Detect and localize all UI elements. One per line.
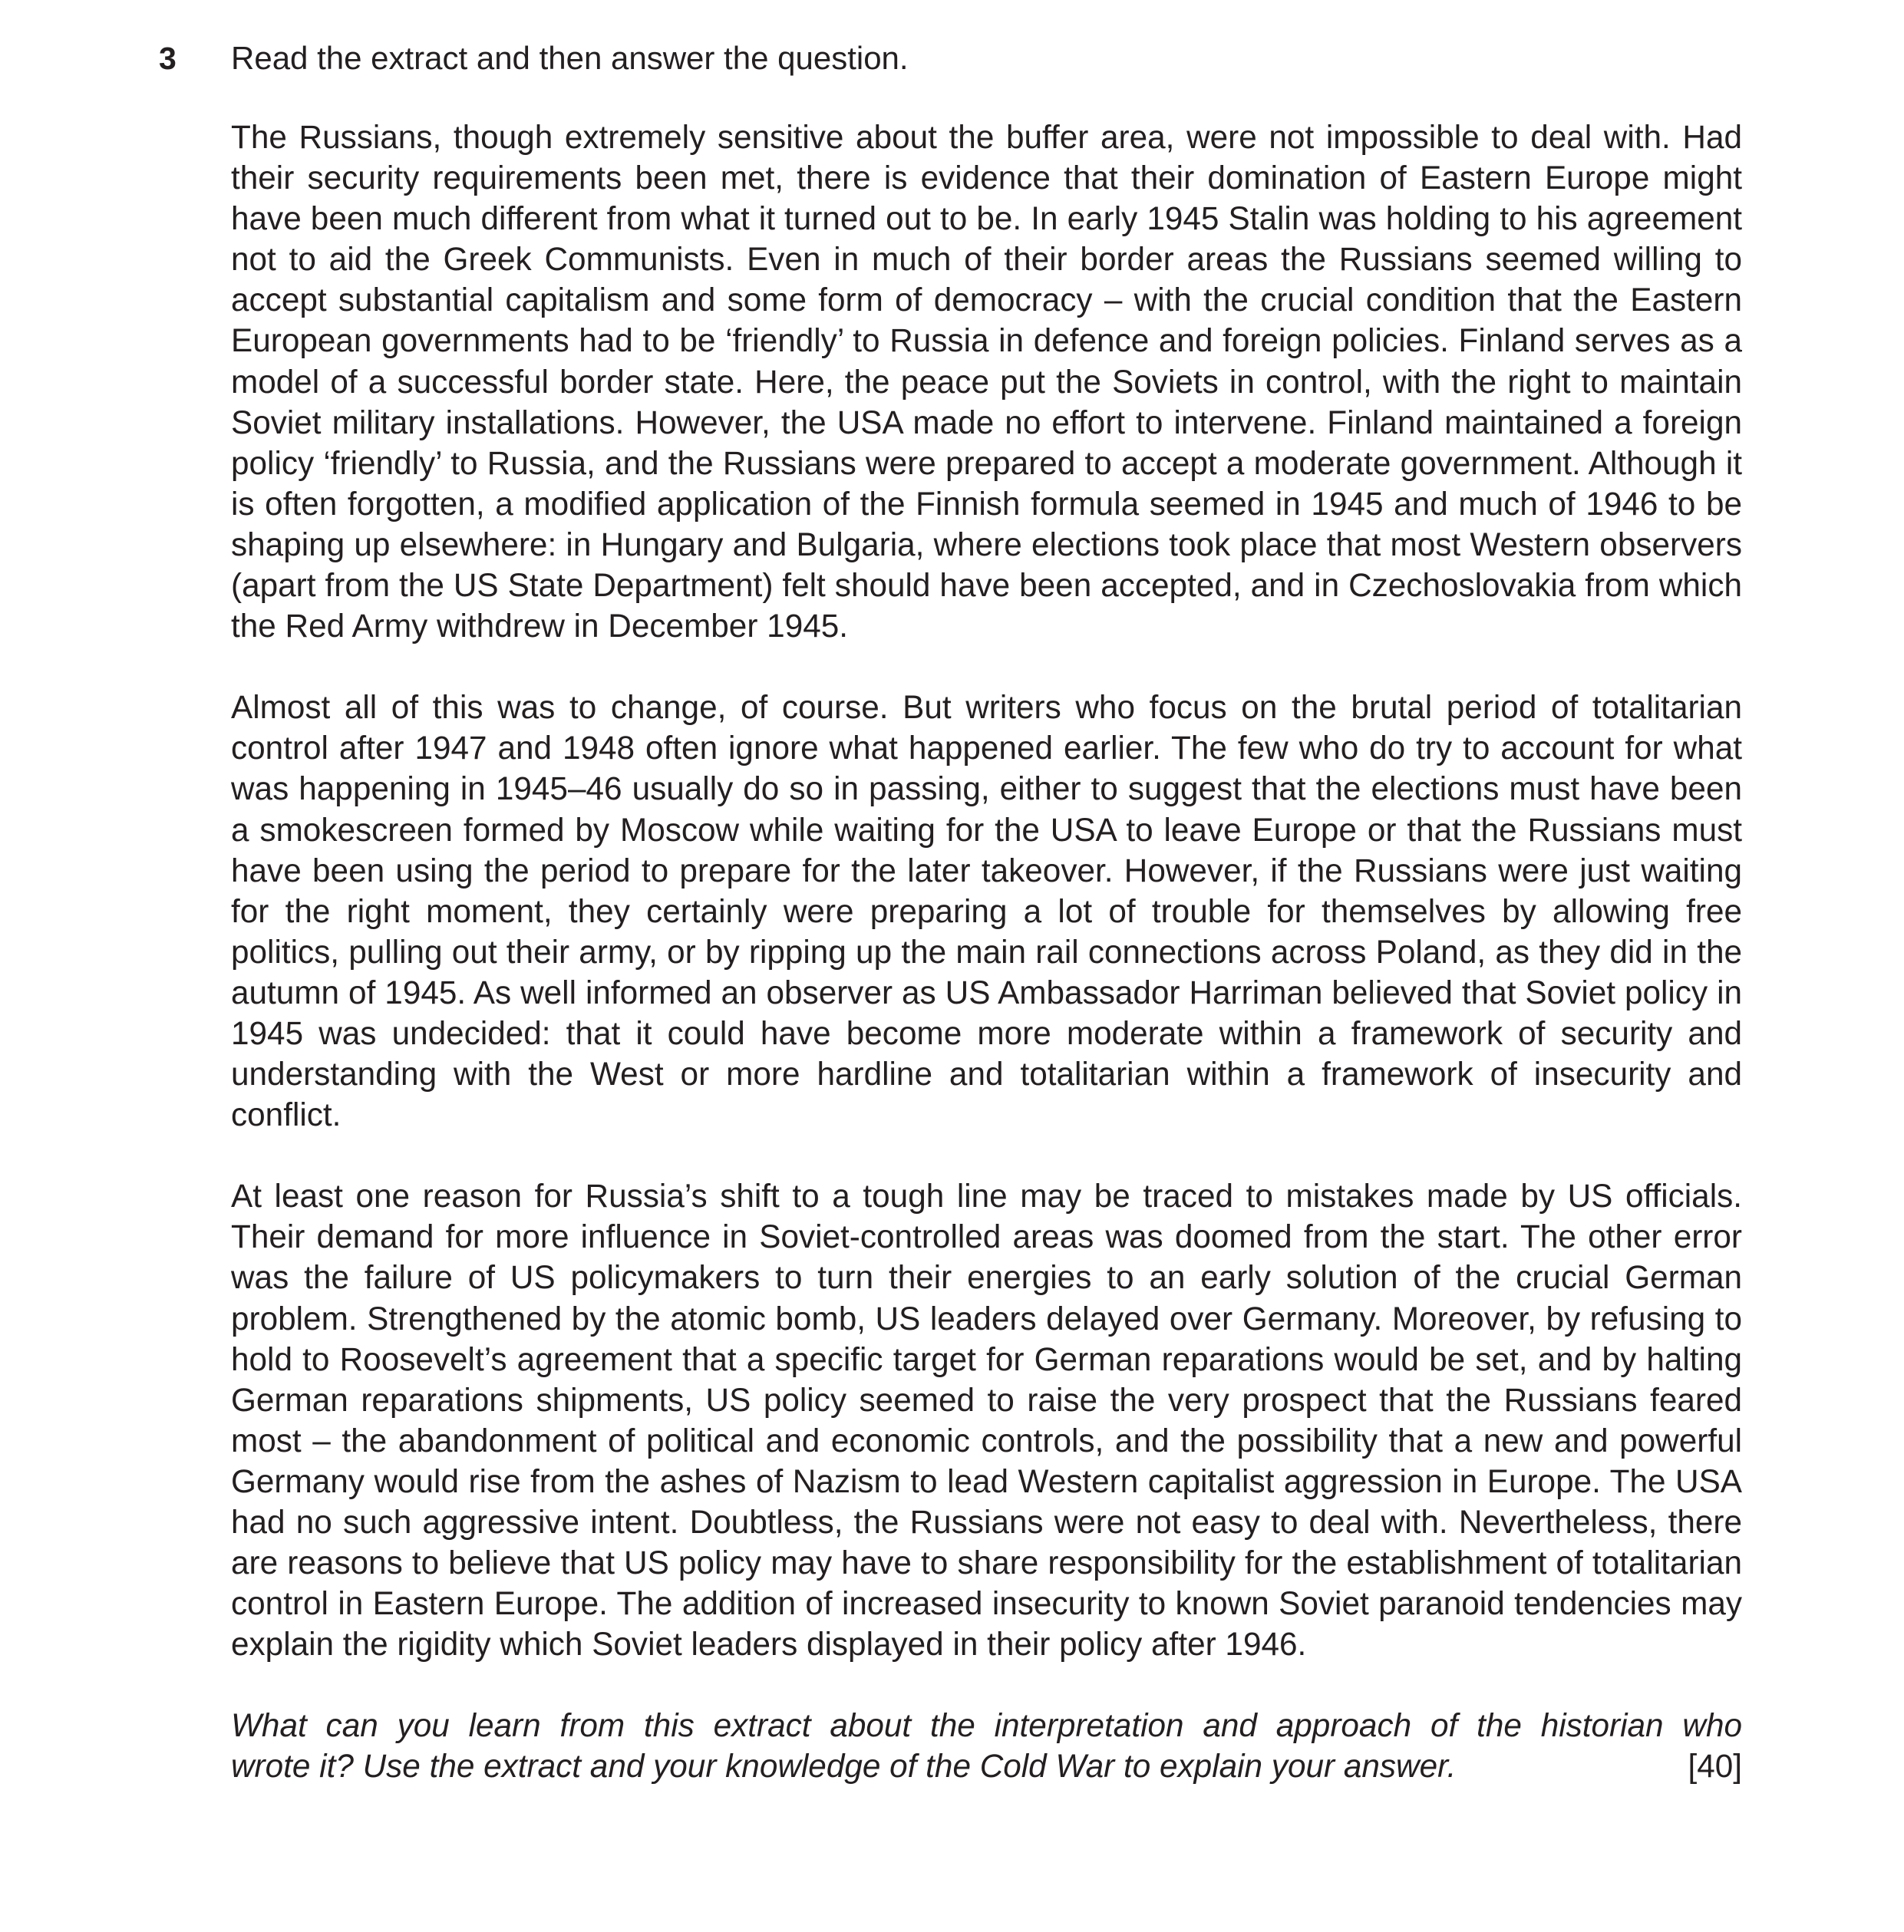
extract-paragraph-1: The Russians, though extremely sensitive about the buffer area, were not impossible to deal with. Had their security requirements been met, there is evidence that their domination of Eastern Europe might have been much different from what it turned out to be. In early 1945 Stalin was holding to his agreement not to aid the Greek Communists. Even in much of their border areas the Russians seemed willing to accept substantial capitalism and some form of democracy – with the crucial condition that the Eastern European governments had to be ‘friendly’ to Russia in defence and foreign policies. Finland serves as a model of a successful border state. Here, the peace put the Soviets in control, with the right to maintain Soviet military installations. However, the USA made no effort to intervene. Finland maintained a foreign policy ‘friendly’ to Russia, and the Russians were prepared to accept a moderate government. Although it is often forgotten, a modified application of the Finnish formula seemed in 1945 and much of 1946 to be shaping up elsewhere: in Hungary and Bulgaria, where elections took place that most Western observers (apart from the US State Department) felt should have been accepted, and in Czechoslovakia from which the Red Army withdrew in December 1945. (231, 119, 1742, 645)
question-marks: [40] (1688, 1748, 1742, 1785)
extract-paragraph-2: Almost all of this was to change, of course. But writers who focus on the brutal period of totalitarian control after 1947 and 1948 often ignore what happened earlier. The few who do try to account for what was happening in 1945–46 usually do so in passing, either to suggest that the elections must have been a smokescreen formed by Moscow while waiting for the USA to leave Europe or that the Russians must have been using the period to prepare for the later takeover. However, if the Russians were just waiting for the right moment, they certainly were preparing a lot of trouble for themselves by allowing free politics, pulling out their army, or by ripping up the main rail connections across Poland, as they did in the autumn of 1945. As well informed an observer as US Ambassador Harriman believed that Soviet policy in 1945 was undecided: that it could have become more moderate within a framework of security and understanding with the West or more hardline and totalitarian within a framework of insecurity and conflict. (231, 689, 1742, 1133)
question-prompt (231, 1705, 1742, 1786)
question-prompt-line-1: What can you learn from this extract about the interpretation and approach of the historian who (231, 1707, 1742, 1744)
question-number: 3 (159, 41, 177, 76)
question-content (231, 35, 1742, 1787)
extract-paragraph-3: At least one reason for Russia’s shift to a tough line may be traced to mistakes made by US officials. Their demand for more influence in Soviet-controlled areas was doomed from the start. The other error was the failure of US policymakers to turn their energies to an early solution of the crucial German problem. Strengthened by the atomic bomb, US leaders delayed over Germany. Moreover, by refusing to hold to Roosevelt’s agreement that a specific target for German reparations would be set, and by halting German reparations shipments, US policy seemed to raise the very prospect that the Russians feared most – the abandonment of political and economic controls, and the possibility that a new and powerful Germany would rise from the ashes of Nazism to lead Western capitalist aggression in Europe. The USA had no such aggressive intent. Doubtless, the Russians were not easy to deal with. Nevertheless, there are reasons to believe that US policy may have to share responsibility for the establishment of totalitarian control in Eastern Europe. The addition of increased insecurity to known Soviet paranoid tendencies may explain the rigidity which Soviet leaders displayed in their policy after 1946. (231, 1178, 1742, 1663)
question-prompt-line-2: wrote it? Use the extract and your knowledge of the Cold War to explain your answer. (231, 1748, 1457, 1785)
extract (231, 117, 1742, 1664)
question-instruction: Read the extract and then answer the question. (231, 40, 909, 76)
